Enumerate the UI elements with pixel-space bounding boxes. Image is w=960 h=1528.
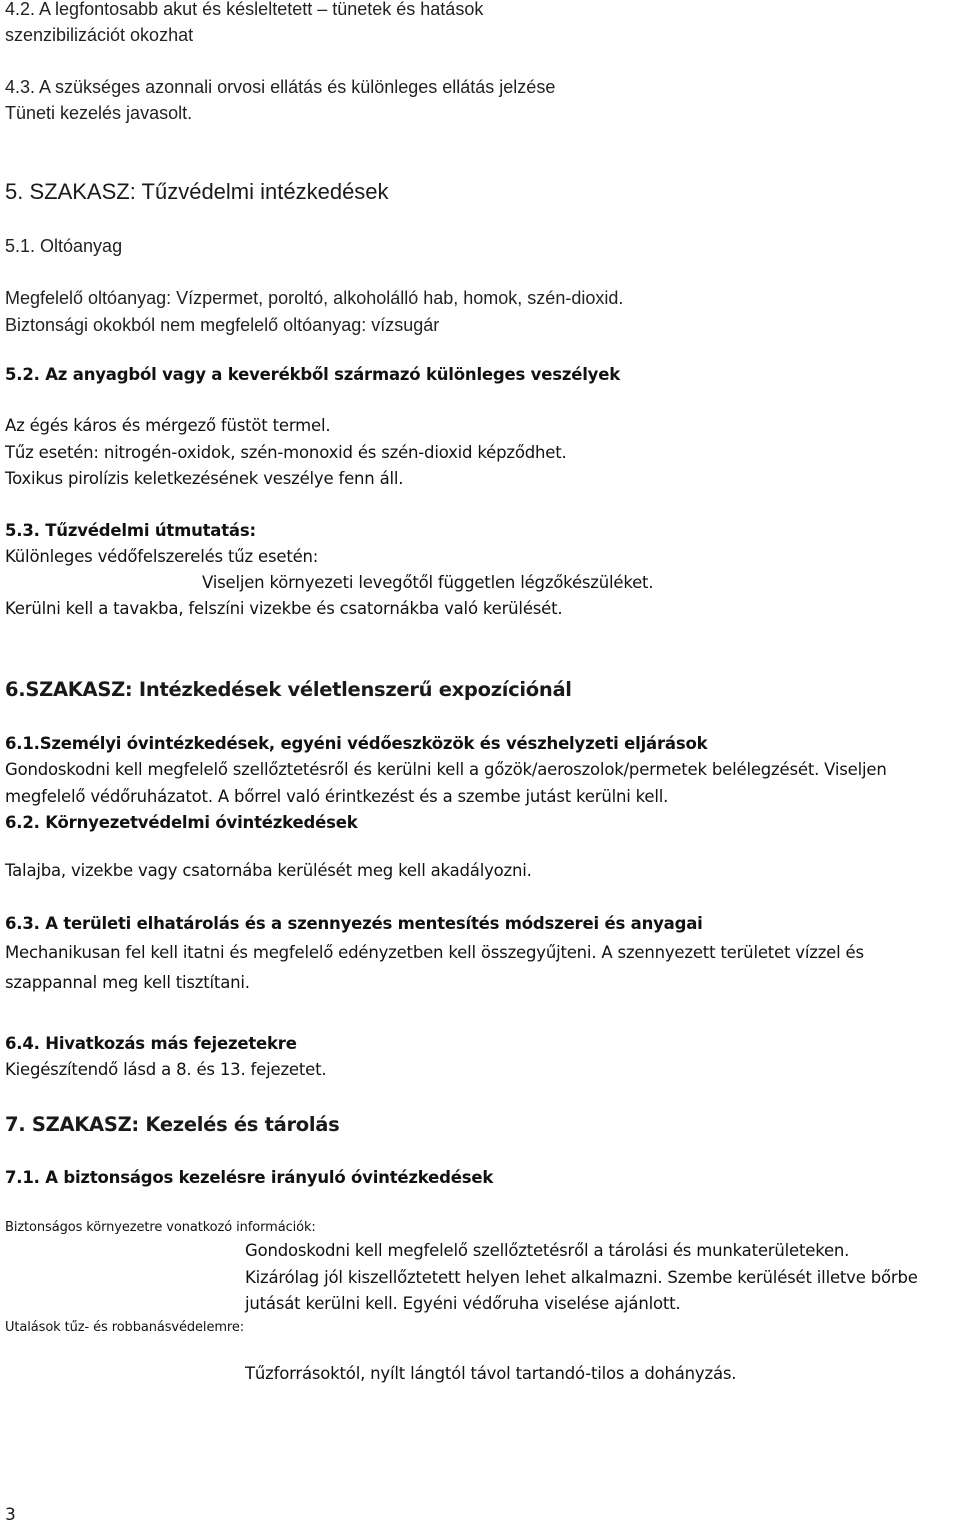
section-7-1-label-2: Utalások tűz- és robbanásvédelemre: bbox=[5, 1320, 245, 1335]
section-5-3-text-3: Kerülni kell a tavakba, felszíni vizekbe és csatornákba való kerülését. bbox=[5, 599, 563, 618]
section-5-1-text-2: Biztonsági okokból nem megfelelő oltóanyag: vízsugár bbox=[5, 315, 440, 335]
section-6-3-heading: 6.3. A területi elhatárolás és a szennyezés mentesítés módszerei és anyagai bbox=[5, 914, 703, 933]
section-7-1-text-1: Gondoskodni kell megfelelő szellőztetésről a tárolási és munkaterületeken. bbox=[245, 1241, 850, 1260]
section-4-3-heading: 4.3. A szükséges azonnali orvosi ellátás és különleges ellátás jelzése bbox=[5, 77, 556, 97]
section-6-3-text-2: szappannal meg kell tisztítani. bbox=[5, 973, 250, 992]
section-5-3-heading: 5.3. Tűzvédelmi útmutatás: bbox=[5, 521, 256, 540]
section-7-1-heading: 7.1. A biztonságos kezelésre irányuló óvintézkedések bbox=[5, 1168, 494, 1187]
section-6-3-text-1: Mechanikusan fel kell itatni és megfelelő edényzetben kell összegyűjteni. A szennyezett területet vízzel és bbox=[5, 943, 864, 962]
section-5-title: 5. SZAKASZ: Tűzvédelmi intézkedések bbox=[5, 179, 389, 204]
section-5-2-text-1: Az égés káros és mérgező füstöt termel. bbox=[5, 416, 331, 435]
section-7-1-text-4: Tűzforrásoktól, nyílt lángtól távol tartandó-tilos a dohányzás. bbox=[245, 1364, 737, 1383]
section-5-2-heading: 5.2. Az anyagból vagy a keverékből származó különleges veszélyek bbox=[5, 365, 620, 384]
section-6-1-heading: 6.1.Személyi óvintézkedések, egyéni védőeszközök és vészhelyzeti eljárások bbox=[5, 734, 708, 753]
section-7-title: 7. SZAKASZ: Kezelés és tárolás bbox=[5, 1113, 340, 1136]
page-number: 3 bbox=[5, 1505, 16, 1525]
section-6-2-text: Talajba, vizekbe vagy csatornába kerülését meg kell akadályozni. bbox=[5, 861, 532, 880]
section-5-1-text-1: Megfelelő oltóanyag: Vízpermet, poroltó, alkoholálló hab, homok, szén-dioxid. bbox=[5, 288, 624, 308]
section-7-1-text-3: jutását kerülni kell. Egyéni védőruha viselése ajánlott. bbox=[245, 1294, 681, 1313]
section-5-3-text-2: Viseljen környezeti levegőtől független légzőkészüléket. bbox=[202, 573, 654, 592]
section-4-2-heading: 4.2. A legfontosabb akut és késleltetett – tünetek és hatások bbox=[5, 0, 484, 19]
section-4-2-text: szenzibilizációt okozhat bbox=[5, 25, 194, 45]
section-6-4-text: Kiegészítendő lásd a 8. és 13. fejezetet. bbox=[5, 1060, 327, 1079]
section-7-1-label-1: Biztonságos környezetre vonatkozó információk: bbox=[5, 1220, 316, 1235]
section-6-1-text-2: megfelelő védőruházatot. A bőrrel való érintkezést és a szembe jutást kerülni kell. bbox=[5, 787, 669, 806]
section-6-title: 6.SZAKASZ: Intézkedések véletlenszerű expozíciónál bbox=[5, 678, 572, 701]
section-5-3-text-1: Különleges védőfelszerelés tűz esetén: bbox=[5, 547, 319, 566]
section-4-3-text: Tüneti kezelés javasolt. bbox=[5, 103, 193, 123]
section-5-2-text-2: Tűz esetén: nitrogén-oxidok, szén-monoxid és szén-dioxid képződhet. bbox=[5, 443, 567, 462]
section-7-1-text-2: Kizárólag jól kiszellőztetett helyen lehet alkalmazni. Szembe kerülését illetve bőrbe bbox=[245, 1268, 918, 1287]
section-6-4-heading: 6.4. Hivatkozás más fejezetekre bbox=[5, 1034, 297, 1053]
section-5-2-text-3: Toxikus pirolízis keletkezésének veszélye fenn áll. bbox=[5, 469, 404, 488]
section-6-2-heading: 6.2. Környezetvédelmi óvintézkedések bbox=[5, 813, 358, 832]
section-5-1-heading: 5.1. Oltóanyag bbox=[5, 236, 123, 256]
section-6-1-text-1: Gondoskodni kell megfelelő szellőztetésről és kerülni kell a gőzök/aeroszolok/permetek belélegzését. Viseljen bbox=[5, 760, 887, 779]
